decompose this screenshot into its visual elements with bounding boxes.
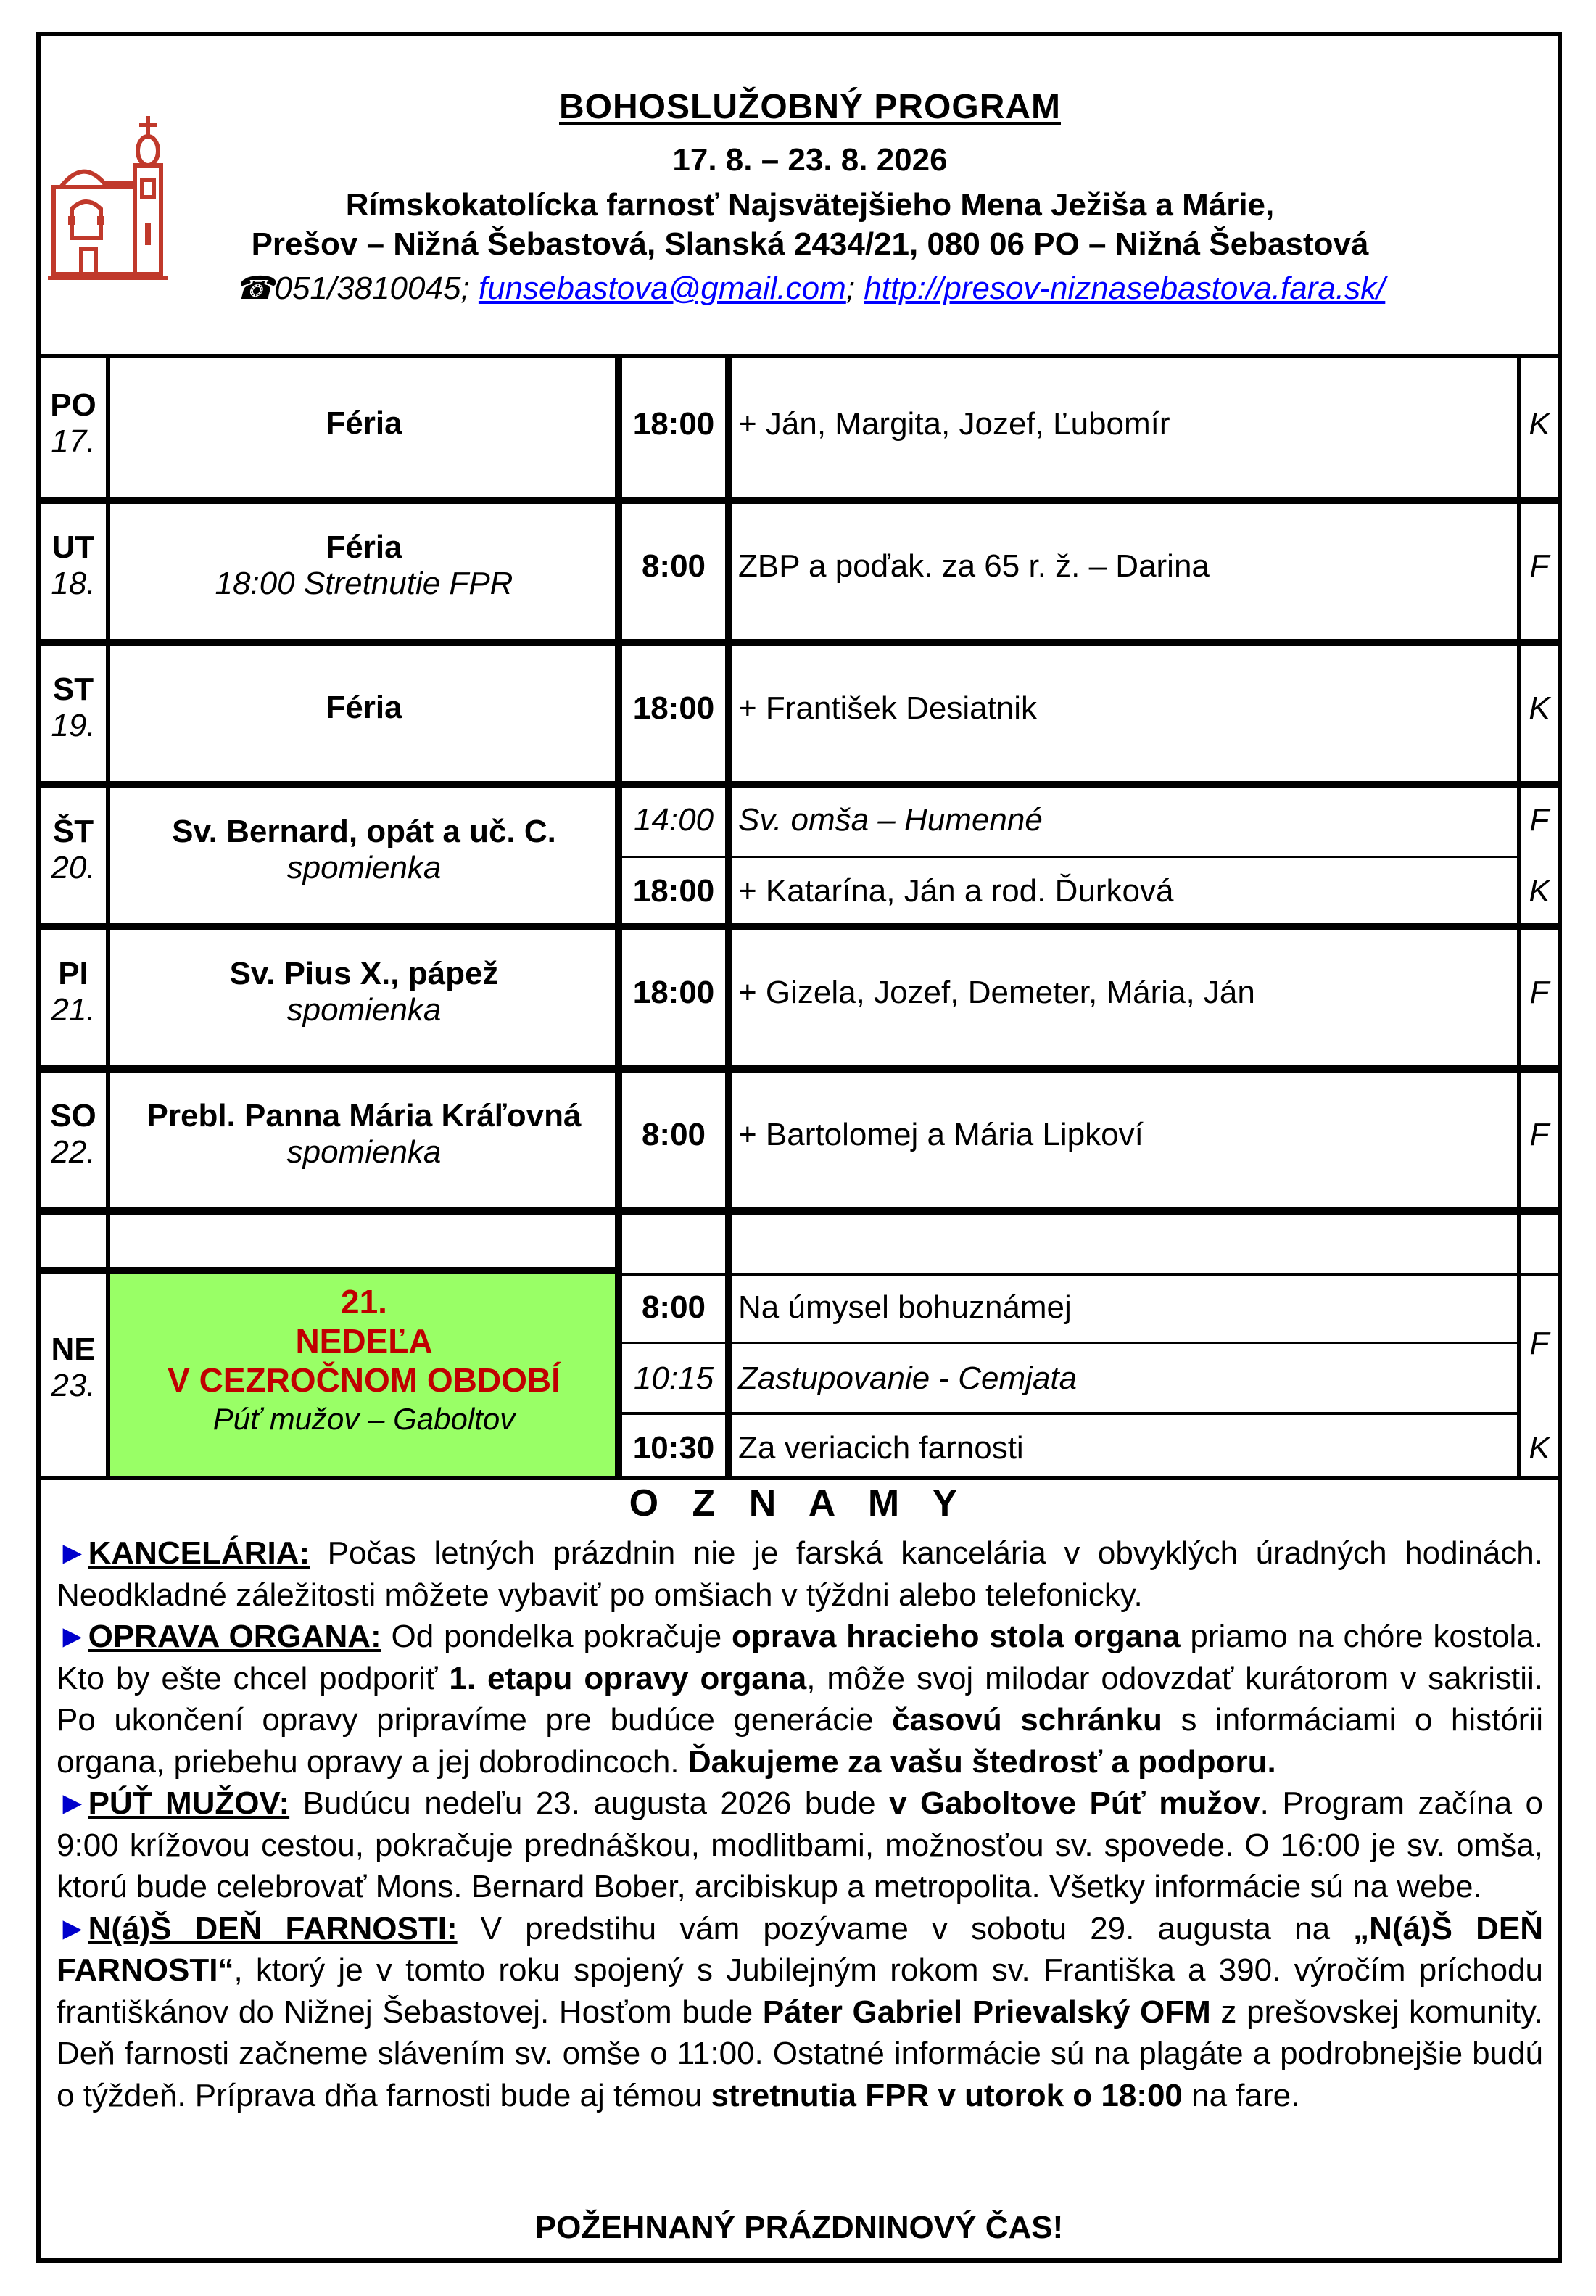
subrow-divider bbox=[622, 856, 1521, 858]
announcements-title: O Z N A M Y bbox=[629, 1482, 969, 1524]
day-cell: PO 17. bbox=[50, 387, 96, 459]
program-title: BOHOSLUŽOBNÝ PROGRAM bbox=[559, 88, 1061, 126]
row-divider bbox=[41, 1207, 1558, 1215]
feast-cell: Prebl. Panna Mária Kráľovná spomienka bbox=[146, 1098, 582, 1170]
triangle-bullet-icon: ► bbox=[57, 1910, 88, 1946]
celebrant-code: K bbox=[1529, 690, 1550, 726]
announcements-section bbox=[41, 1480, 1558, 2258]
mass-time: 18:00 bbox=[632, 690, 715, 726]
feast-cell: Féria 18:00 Stretnutie FPR bbox=[215, 529, 513, 601]
day-cell: ST 19. bbox=[51, 672, 96, 743]
celebrant-code: F bbox=[1529, 975, 1550, 1010]
mass-intention: Sv. omša – Humenné bbox=[738, 802, 1043, 838]
announcement-pilgrimage: ►PÚŤ MUŽOV: Budúcu nedeľu 23. augusta 2026 bude v Gaboltove Púť mužov. Program začína o 9:00 krížovou cestou, pokračuje prednáškou, modlitbami, možnosťou sv. spovede. O 16:00 je sv. omša, ktorú bude celebrovať Mons. Bernard Bober, arcibiskup a metropolita. Všetky informácie sú na webe. bbox=[57, 1785, 1544, 1904]
subrow-divider bbox=[622, 1412, 1521, 1415]
schedule-table bbox=[41, 358, 1558, 1480]
email-link[interactable]: funsebastova@gmail.com bbox=[478, 271, 846, 306]
program-dates: 17. 8. – 23. 8. 2026 bbox=[672, 142, 948, 178]
mass-intention: + Katarína, Ján a rod. Ďurková bbox=[738, 873, 1174, 909]
celebrant-code: K bbox=[1529, 406, 1550, 442]
phone-number: 051/3810045 bbox=[274, 271, 461, 306]
mass-intention: + Bartolomej a Mária Lipkoví bbox=[738, 1117, 1144, 1152]
parish-address: Prešov – Nižná Šebastová, Slanská 2434/21, 080 06 PO – Nižná Šebastová bbox=[251, 226, 1369, 262]
triangle-bullet-icon: ► bbox=[57, 1619, 88, 1654]
feast-cell: Sv. Pius X., pápež spomienka bbox=[229, 956, 499, 1028]
mass-intention: Zastupovanie - Cemjata bbox=[738, 1360, 1078, 1396]
phone-icon: ☎ bbox=[234, 271, 275, 306]
mass-intention: + Gizela, Jozef, Demeter, Mária, Ján bbox=[738, 975, 1255, 1010]
mass-time: 10:30 bbox=[632, 1430, 715, 1466]
feast-cell: Féria bbox=[326, 690, 402, 725]
mass-time: 8:00 bbox=[641, 1117, 706, 1152]
mass-intention: Na úmysel bohuznámej bbox=[738, 1289, 1072, 1325]
mass-intention: Za veriacich farnosti bbox=[738, 1430, 1024, 1466]
feast-cell: Sv. Bernard, opát a uč. C. spomienka bbox=[172, 814, 556, 885]
contact-line: ☎051/3810045; funsebastova@gmail.com; http://presov-niznasebastova.fara.sk/ bbox=[234, 271, 1386, 306]
mass-intention: + František Desiatnik bbox=[738, 690, 1038, 726]
triangle-bullet-icon: ► bbox=[57, 1535, 88, 1571]
mass-time: 18:00 bbox=[632, 975, 715, 1010]
feast-cell: Féria bbox=[326, 405, 402, 441]
celebrant-code: F bbox=[1529, 548, 1550, 584]
row-divider bbox=[41, 923, 1558, 930]
celebrant-code: F bbox=[1529, 802, 1550, 838]
day-cell: NE 23. bbox=[51, 1331, 96, 1403]
bulletin-header bbox=[41, 36, 1558, 358]
mass-time: 8:00 bbox=[641, 1289, 706, 1325]
day-cell: UT 18. bbox=[51, 529, 96, 601]
mass-time: 10:15 bbox=[633, 1360, 714, 1396]
row-divider bbox=[41, 781, 1558, 788]
celebrant-code: F bbox=[1529, 1117, 1550, 1152]
announcements-text bbox=[57, 1532, 1543, 2116]
sunday-feast-cell: 21. NEDEĽA V CEZROČNOM OBDOBÍ Púť mužov – Gaboltov bbox=[168, 1283, 561, 1436]
mass-time: 18:00 bbox=[632, 406, 715, 442]
parish-name: Rímskokatolícka farnosť Najsvätejšieho Mena Ježiša a Márie, bbox=[345, 187, 1275, 223]
mass-time: 14:00 bbox=[633, 802, 714, 838]
row-divider bbox=[41, 639, 1558, 646]
celebrant-code: K bbox=[1529, 1430, 1550, 1466]
closing-wish: POŽEHNANÝ PRÁZDNINOVÝ ČAS! bbox=[534, 2210, 1064, 2245]
bulletin-frame bbox=[36, 32, 1562, 2263]
row-divider bbox=[41, 1267, 615, 1274]
announcement-office: ►KANCELÁRIA: Počas letných prázdnin nie je farská kancelária v obvyklých úradných hodinách. Neodkladné záležitosti môžete vybaviť po omšiach v týždni alebo telefonicky. bbox=[57, 1535, 1543, 1613]
announcement-organ: ►OPRAVA ORGANA: Od pondelka pokračuje oprava hracieho stola organa priamo na chóre kostola. Kto by ešte chcel podporiť 1. etapu opravy organa, môže svoj milodar odovzdať kurátorom v sakristii. Po ukončení opravy pripravíme pre budúce generácie časovú schránku s informáciami o histórii organa, priebehu opravy a jej dobrodincoch. Ďakujeme za vašu štedrosť a podporu. bbox=[57, 1619, 1543, 1780]
mass-intention: ZBP a poďak. za 65 r. ž. – Darina bbox=[738, 548, 1210, 584]
announcement-parish-day: ►N(á)Š DEŇ FARNOSTI: V predstihu vám pozývame v sobotu 29. augusta na „N(á)Š DEŇ FARNOSTI“, ktorý je v tomto roku spojený s Jubilejným rokom sv. Františka a 390. výročím príchodu františkánov do Nižnej Šebastovej. Hosťom bude Páter Gabriel Prievalský OFM z prešovskej komunity. Deň farnosti začneme slávením sv. omše o 11:00. Ostatné informácie sú na plagáte a podrobnejšie budú o týždeň. Príprava dňa farnosti bude aj témou stretnutia FPR v utorok o 18:00 na fare. bbox=[57, 1910, 1543, 2113]
celebrant-code: K bbox=[1529, 873, 1550, 909]
day-cell: PI 21. bbox=[51, 956, 96, 1028]
website-link[interactable]: http://presov-niznasebastova.fara.sk/ bbox=[864, 271, 1386, 306]
row-divider bbox=[41, 1065, 1558, 1073]
mass-time: 18:00 bbox=[632, 873, 715, 909]
subrow-divider bbox=[622, 1342, 1521, 1344]
day-cell: SO 22. bbox=[50, 1098, 96, 1170]
day-cell: ŠT 20. bbox=[51, 814, 96, 885]
mass-intention: + Ján, Margita, Jozef, Ľubomír bbox=[738, 406, 1170, 442]
divider bbox=[725, 358, 732, 1480]
row-divider bbox=[41, 497, 1558, 504]
row-divider bbox=[615, 1273, 1558, 1276]
mass-time: 8:00 bbox=[641, 548, 706, 584]
celebrant-code: F bbox=[1529, 1326, 1550, 1361]
triangle-bullet-icon: ► bbox=[57, 1785, 88, 1821]
